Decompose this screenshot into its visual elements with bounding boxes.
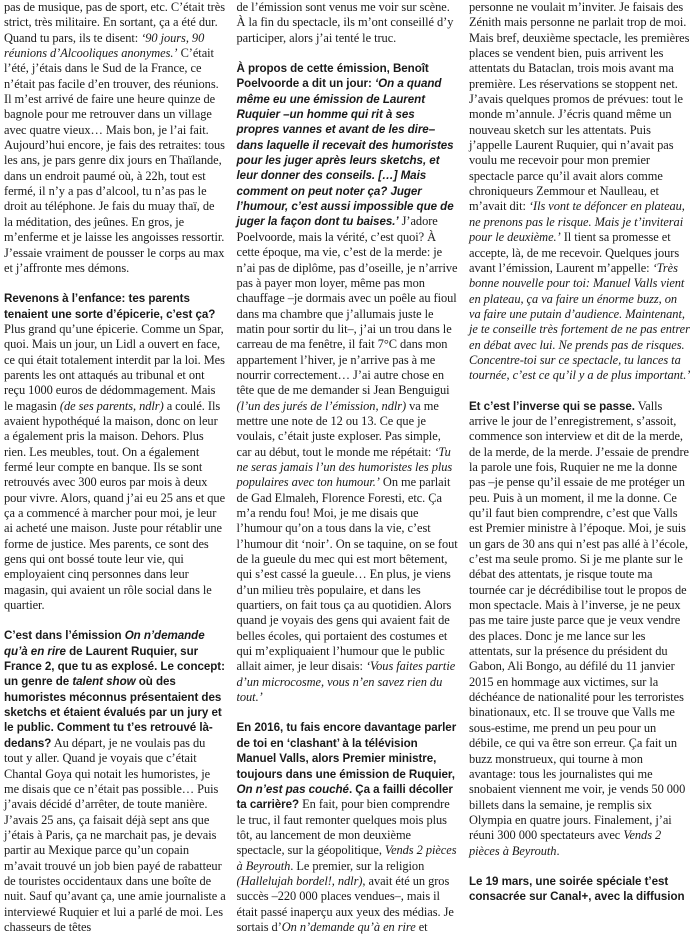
quoted-text: Vends 2 pièces à Beyrouth (236, 843, 457, 873)
article-column-3 (469, 0, 691, 904)
article-paragraph (4, 628, 226, 935)
question-text: de Laurent Ruquier, sur France 2, que tu as explosé. Le concept: un genre de (4, 644, 225, 689)
question-text: En 2016, tu fais encore davantage parler de toi en ‘clashant’ à la télévision Manuel Valls, alors Premier ministre, toujours dans une émission de Ruquier, (236, 721, 457, 781)
quoted-text: (Hallelujah bordel!, ndlr) (236, 873, 363, 888)
quoted-text: (l’un des jurés de l’émission, ndlr) (236, 398, 407, 413)
quoted-text: ‘Très bonne nouvelle pour toi: Manuel Valls vient en plateau, ça va faire un énorme buzz, on va faire une putain d’audience. Maintenant, je te conseille très fortement de ne pas entrer en débat avec lui. Ne prends pas de risques. Concentre-toi sur ce spectacle, tu lances ta tournée, c’est ce qu’il y a de plus important.’ (469, 260, 691, 383)
article-column-2 (236, 0, 459, 934)
article-paragraph (469, 0, 691, 384)
question-text: . Ça a failli décoller ta carrière? (236, 782, 453, 812)
body-text: . Le premier, sur la religion (290, 858, 425, 873)
question-text: Le 19 mars, une soirée spéciale t’est consacrée sur Canal+, avec la diffusion (469, 874, 685, 904)
body-text: C’était l’été, j’étais dans le Sud de la France, ce n’était pas facile d’en trouver, des réunions. Il m’est arrivé de faire une heure quinze de bagnole pour me retrouver dans un village avec quatre vieux… Mais bon, je l’ai fait. Aujourd’hui encore, je fais des retraites: tous les ans, je pars genre dix jours en Thaïlande, dans un endroit paumé où, à 22h, tout est fermé, il n’y a pas d’alcool, tu n’as pas le droit au téléphone. Je fais du muay thaï, de la méditation, des jeûnes. En gros, je m’enferme et je laisse les angoisses ressortir. J’essaie vraiment de pousser le corps au max et j’affronte mes démons. (4, 46, 225, 275)
body-text: Plus grand qu’une épicerie. Comme un Spar, quoi. Mais un jour, un Lidl a ouvert en face, ce qui était totalement interdit par la loi. Mes parents les ont attaqués au tribunal et ont reçu 1000 euros de dédommagement. Mais le magasin (4, 321, 225, 413)
article-paragraph (469, 874, 691, 905)
question-text: où des humoristes méconnus présentaient des sketchs et étaient évalués par un jury et le public. Comment tu t’es retrouvé là-dedans? (4, 675, 222, 750)
article-paragraph (469, 399, 691, 859)
body-text: de l’émission sont venus me voir sur scène. À la fin du spectacle, ils m’ont conseillé d’y participer, alors j’ai tenté le truc. (236, 0, 454, 45)
body-text: pas de musique, pas de sport, etc. C’était très strict, très militaire. En sortant, ça a été dur. Quand tu pars, ils te disent: (4, 0, 225, 45)
quoted-text: Vends 2 pièces à Beyrouth (469, 828, 662, 858)
question-text: On n’demande qu’à en rire (4, 629, 205, 658)
body-text: a coulé. Ils avaient hypothéqué la maison, donc on leur a également pris la maison. Dehors. Plus rien. Les meubles, tout. On a également fermé leur compte en banque. Ils se sont retrouvés avec 300 euros par mois à deux pour vivre. Alors, quand j’ai eu 25 ans et que ça a commencé à marcher pour moi, je leur ai acheté une maison. Juste pour rétablir une forme de justice. Mes parents, ce sont des gens qui ont bossé toute leur vie, qui employaient cinq personnes dans leur magasin, qui avaient un rôle social dans le quartier. (4, 398, 226, 613)
quoted-text: (de ses parents, ndlr) (59, 398, 164, 413)
article-paragraph (237, 61, 459, 705)
article-paragraph (4, 291, 226, 613)
quoted-text: ‘90 jours, 90 réunions d’Alcooliques anonymes.’ (4, 30, 205, 61)
body-text: Au départ, je ne voulais pas du tout y aller. Quand je voyais que c’était Chantal Goya qui notait les humoristes, je me disais que ce n’était pas possible… Puis j’avais décidé d’arrêter, de toute manière. J’avais 25 ans, ça faisait déjà sept ans que j’étais à Paris, ça ne marchait pas, je devais partir au Mexique parce qu’un copain m’avait trouvé un job bien payé de rabatteur de touristes occidentaux dans une boîte de nuit. Sauf qu’avant ça, une amie journaliste a interviewé Ruquier et lui a parlé de moi. Les chasseurs de têtes (4, 735, 226, 934)
body-text: et (415, 919, 428, 934)
quoted-text: On n’demande qu’à en rire (281, 919, 416, 934)
body-text: En fait, pour bien comprendre le truc, il faut remonter quelques mois plus tôt, au lancement de mon deuxième spectacle, sur la géopolitique, (236, 797, 450, 858)
body-text: personne ne voulait m’inviter. Je faisais des Zénith mais personne ne parlait trop de moi. Mais bref, deuxième spectacle, les premières places se vendent bien, puis arrivent les attentats du Bataclan, trois mois avant ma première. Les réservations se stoppent net. J’avais quelques promos de prévues: tout le monde m’annule. J’écris quand même un nouveau sketch sur les attentats. Puis j’appelle Laurent Ruquier, qui n’avait pas voulu me recevoir pour mon premier spectacle parce qu’il avait alors comme chroniqueurs Zemmour et Naulleau, et m’avait dit: (469, 0, 690, 214)
article-paragraph (237, 0, 459, 46)
question-text: ‘On a quand même eu une émission de Laurent Ruquier –un homme qui rit à ses propres vannes et avant de les dire– dans laquelle il recevait des humoristes pour les juger après leurs sketchs, et leur donner des conseils. […] Mais comment on peut noter ça? Juger l’humour, c’est aussi impossible que de juger la façon dont tu baises.’ (236, 77, 454, 229)
question-text: Revenons à l’enfance: tes parents tenaient une sorte d’épicerie, c’est ça? (4, 292, 216, 321)
quoted-text: ‘Vous faites partie d’un microcosme, vous n’en savez rien du tout.’ (236, 659, 456, 705)
body-text: J’adore Poelvoorde, mais la vérité, c’est quoi? À cette époque, ma vie, c’est de la merde: je n’ai pas de diplôme, pas d’oseille, je n’arrive pas à payer mon loyer, même pas mon chauffage –je dormais avec un poêle au fioul dans ma chambre que j’allumais juste le matin pour sortir du lit–, j’ai un trou dans le carreau de ma fenêtre, il fait 7°C dans mon appartement l’hiver, je n’arrive pas à me nourrir correctement… J’ai autre chose en tête que de me demander si Jean Benguigui (236, 214, 458, 398)
question-text: C’est dans l’émission (4, 629, 125, 643)
question-text: On n’est pas couché (236, 782, 349, 796)
body-text: va me mettre une note de 12 ou 13. Ce que je voulais, c’était juste exploser. Pas simple, car au début, tout le monde me répétait: (236, 398, 441, 459)
quoted-text: ‘Ils vont te défoncer en plateau, ne prenons pas le risque. Mais je t’inviterai pour le deuxième.’ (469, 199, 685, 245)
question-text: À propos de cette émission, Benoît Poelvoorde a dit un jour: (236, 62, 429, 91)
question-text: talent show (72, 675, 136, 689)
body-text: , avait été un gros succès –220 000 places vendues–, mais il était passé inaperçu aux yeux des médias. Je sortais d’ (236, 873, 454, 934)
body-text: . (556, 843, 560, 858)
article-column-1 (4, 0, 226, 934)
quoted-text: ‘Tu ne seras jamais l’un des humoristes les plus populaires avec ton humour.’ (236, 444, 453, 490)
article-paragraph (237, 720, 459, 935)
article-paragraph (4, 0, 226, 276)
question-text: Et c’est l’inverse qui se passe. (469, 399, 635, 413)
body-text: On me parlait de Gad Elmaleh, Florence Foresti, etc. Ça m’a rendu fou! Moi, je me disais que l’humour qu’on a tous dans la vie, c’est l’humour dit ‘noir’. On se taquine, on se fout de la gueule du mec qui est mort bêtement, qui s’est cassé la gueule… En plus, je viens d’un milieu très populaire, et dans les quartiers, on fait tous ça au quotidien. Alors quand je voyais des gens qui avaient fait de belles écoles, qui portaient des costumes et qui m’expliquaient l’humour que le public allait aimer, je leur disais: (236, 475, 458, 674)
body-text: Valls arrive le jour de l’enregistrement, s’assoit, commence son interview et dit de la merde, de la merde, de la merde. J’essaie de prendre la parole une fois, Ruquier ne me la donne pas –je pense qu’il essaie de me protéger un peu. Puis à un moment, il me la donne. Ce qu’il faut bien comprendre, c’est que Valls est Premier ministre à l’époque. Moi, je suis un gars de 30 ans qui n’est pas allé à l’école, c’est ma seule promo. Si je me plante sur le débat des attentats, je risque toute ma tournée car je décrédibilise tout le propos de mon spectacle. Mais à l’inverse, je ne peux pas me taire juste parce que je veux vendre des places. Donc je me lance sur les attentats, sur la présence du président du Gabon, Ali Bongo, au défilé du 11 janvier 2015 en hommage aux victimes, sur la déchéance de nationalité pour les terroristes binationaux, etc. Il se trouve que Valls me sous-estime, me prend un peu pour un débile, ce qui va être son erreur. Ça fait un buzz monstrueux, qui tourne à mon avantage: tous les journalistes qui me snobaient viennent me voir, je vends 50 000 billets dans la semaine, je remplis six Olympia en quatre jours. Finalement, j’ai réuni 300 000 spectateurs avec (469, 398, 689, 843)
body-text: Il tient sa promesse et accepte, là, de me recevoir. Quelques jours avant l’émission, Laurent m’appelle: (469, 230, 680, 275)
